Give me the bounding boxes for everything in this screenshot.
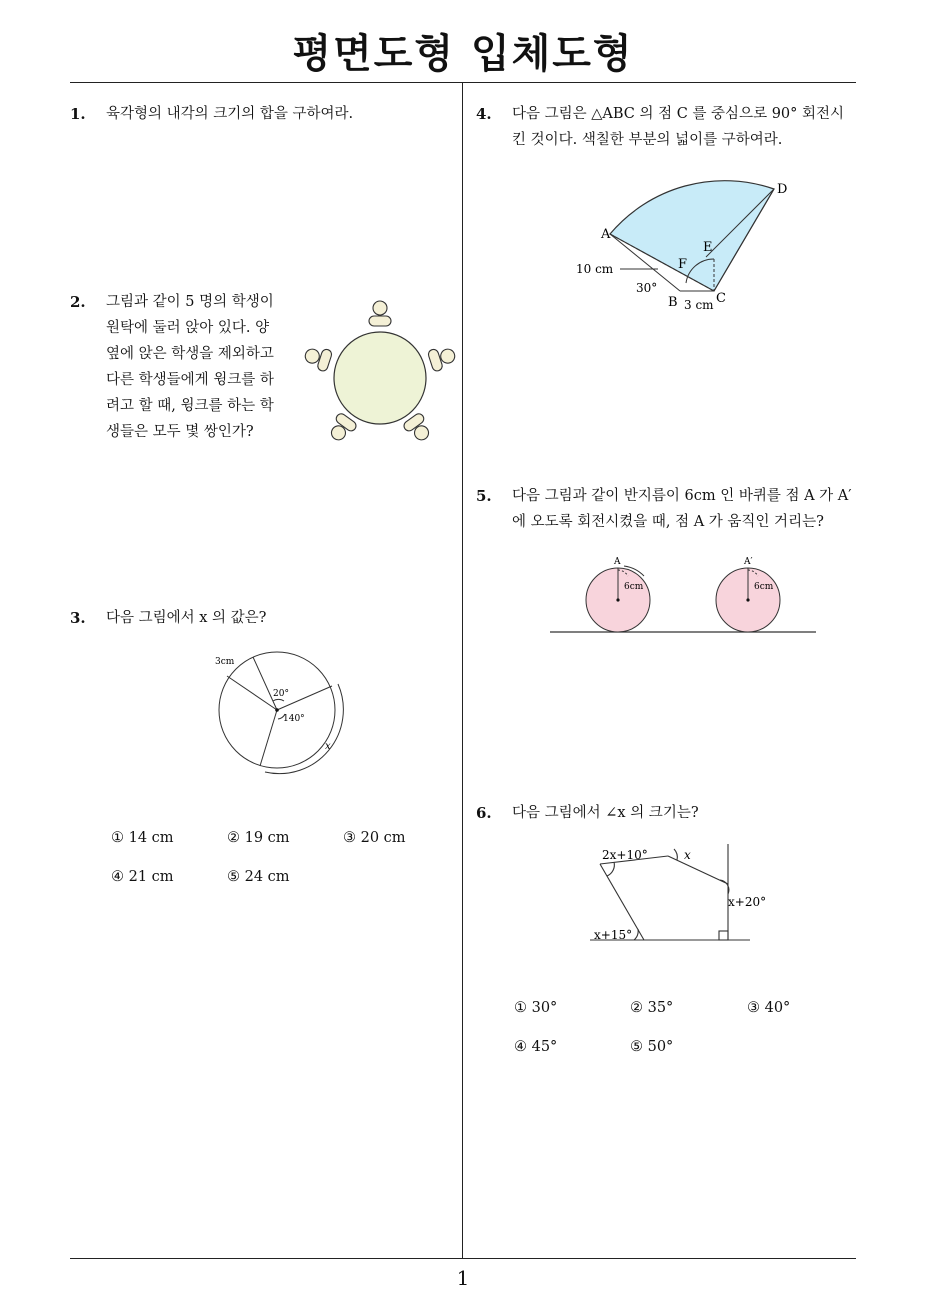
choice-2[interactable]: ② 35° [630, 1000, 674, 1016]
question-number: 1. [70, 105, 86, 123]
student-seat [402, 412, 434, 445]
question-text [512, 101, 872, 153]
question-number: 3. [70, 609, 86, 627]
text-line: 생들은 모두 몇 쌍인가? [106, 424, 254, 440]
rotation-figure [570, 170, 800, 320]
length-label: 3 cm [684, 298, 714, 312]
text-line: 려고 할 때, 윙크를 하는 학 [106, 398, 274, 414]
point-label: E [703, 240, 713, 255]
choice-5[interactable]: ⑤ 50° [630, 1039, 674, 1055]
question-number: 4. [476, 105, 492, 123]
point-label: D [777, 182, 788, 197]
student-seat [325, 412, 357, 445]
choice-4[interactable]: ④ 21 cm [111, 869, 174, 885]
figure-label: 3cm [215, 657, 235, 667]
choice-3[interactable]: ③ 40° [747, 1000, 791, 1016]
question-5 [476, 483, 866, 539]
page-number: 1 [456, 1266, 470, 1290]
choice-1[interactable]: ① 14 cm [111, 830, 174, 846]
student-seat [302, 344, 333, 373]
round-table-figure [296, 292, 466, 452]
text-line: 다른 학생들에게 윙크를 하 [106, 372, 274, 388]
bottom-rule [70, 1258, 856, 1259]
question-1 [70, 101, 450, 131]
question-number: 5. [476, 487, 492, 505]
question-text: 다음 그림에서 x 의 값은? [106, 610, 267, 626]
text-line: 그림과 같이 5 명의 학생이 [106, 294, 274, 310]
question-number: 2. [70, 293, 86, 311]
angle-label: x+20° [728, 895, 767, 909]
point-label: B [668, 295, 678, 310]
choice-2[interactable]: ② 19 cm [227, 830, 290, 846]
polygon-figure [590, 842, 780, 950]
wheel-figure [548, 552, 820, 638]
question-text: 다음 그림에서 ∠x 의 크기는? [512, 805, 699, 821]
figure-label: 20° [273, 689, 289, 699]
student-seat [369, 301, 391, 326]
student-seat [427, 344, 458, 373]
question-text [512, 483, 872, 535]
question-3 [70, 605, 450, 635]
round-table [334, 332, 426, 424]
angle-label: 30° [636, 281, 658, 295]
choice-4[interactable]: ④ 45° [514, 1039, 558, 1055]
angle-label: 2x+10° [602, 848, 648, 862]
point-label: C [716, 291, 726, 306]
question-4 [476, 101, 866, 157]
question-number: 6. [476, 804, 492, 822]
figure-label: 140° [283, 714, 305, 724]
shaded-sector [610, 181, 774, 291]
top-rule [70, 82, 856, 83]
radius-label: 6cm [754, 582, 774, 592]
text-line: 다음 그림과 같이 반지름이 6cm 인 바퀴를 점 A 가 A′ [512, 488, 852, 504]
angle-label: x+15° [594, 928, 633, 942]
figure-label: x [325, 741, 331, 752]
point-label: A [601, 227, 611, 242]
column-divider [462, 83, 463, 1259]
text-line: 옆에 앉은 학생을 제외하고 [106, 346, 274, 362]
circle-sector-figure [205, 642, 355, 777]
choice-3[interactable]: ③ 20 cm [343, 830, 406, 846]
text-line: 원탁에 둘러 앉아 있다. 양 [106, 320, 270, 336]
choice-5[interactable]: ⑤ 24 cm [227, 869, 290, 885]
point-label: A [614, 557, 621, 567]
text-line: 에 오도록 회전시켰을 때, 점 A 가 움직인 거리는? [512, 514, 824, 530]
angle-label: x [684, 848, 691, 862]
question-text: 육각형의 내각의 크기의 합을 구하여라. [106, 106, 354, 122]
question-6 [476, 800, 866, 830]
length-label: 10 cm [576, 262, 614, 276]
page-title: 평면도형 입체도형 [292, 31, 634, 77]
choice-1[interactable]: ① 30° [514, 1000, 558, 1016]
text-line: 다음 그림은 △ABC 의 점 C 를 중심으로 90° 회전시 [512, 106, 845, 122]
text-line: 킨 것이다. 색칠한 부분의 넓이를 구하여라. [512, 132, 783, 148]
radius-label: 6cm [624, 582, 644, 592]
question-text [106, 289, 296, 445]
point-label: A′ [744, 557, 753, 567]
point-label: F [678, 257, 688, 272]
